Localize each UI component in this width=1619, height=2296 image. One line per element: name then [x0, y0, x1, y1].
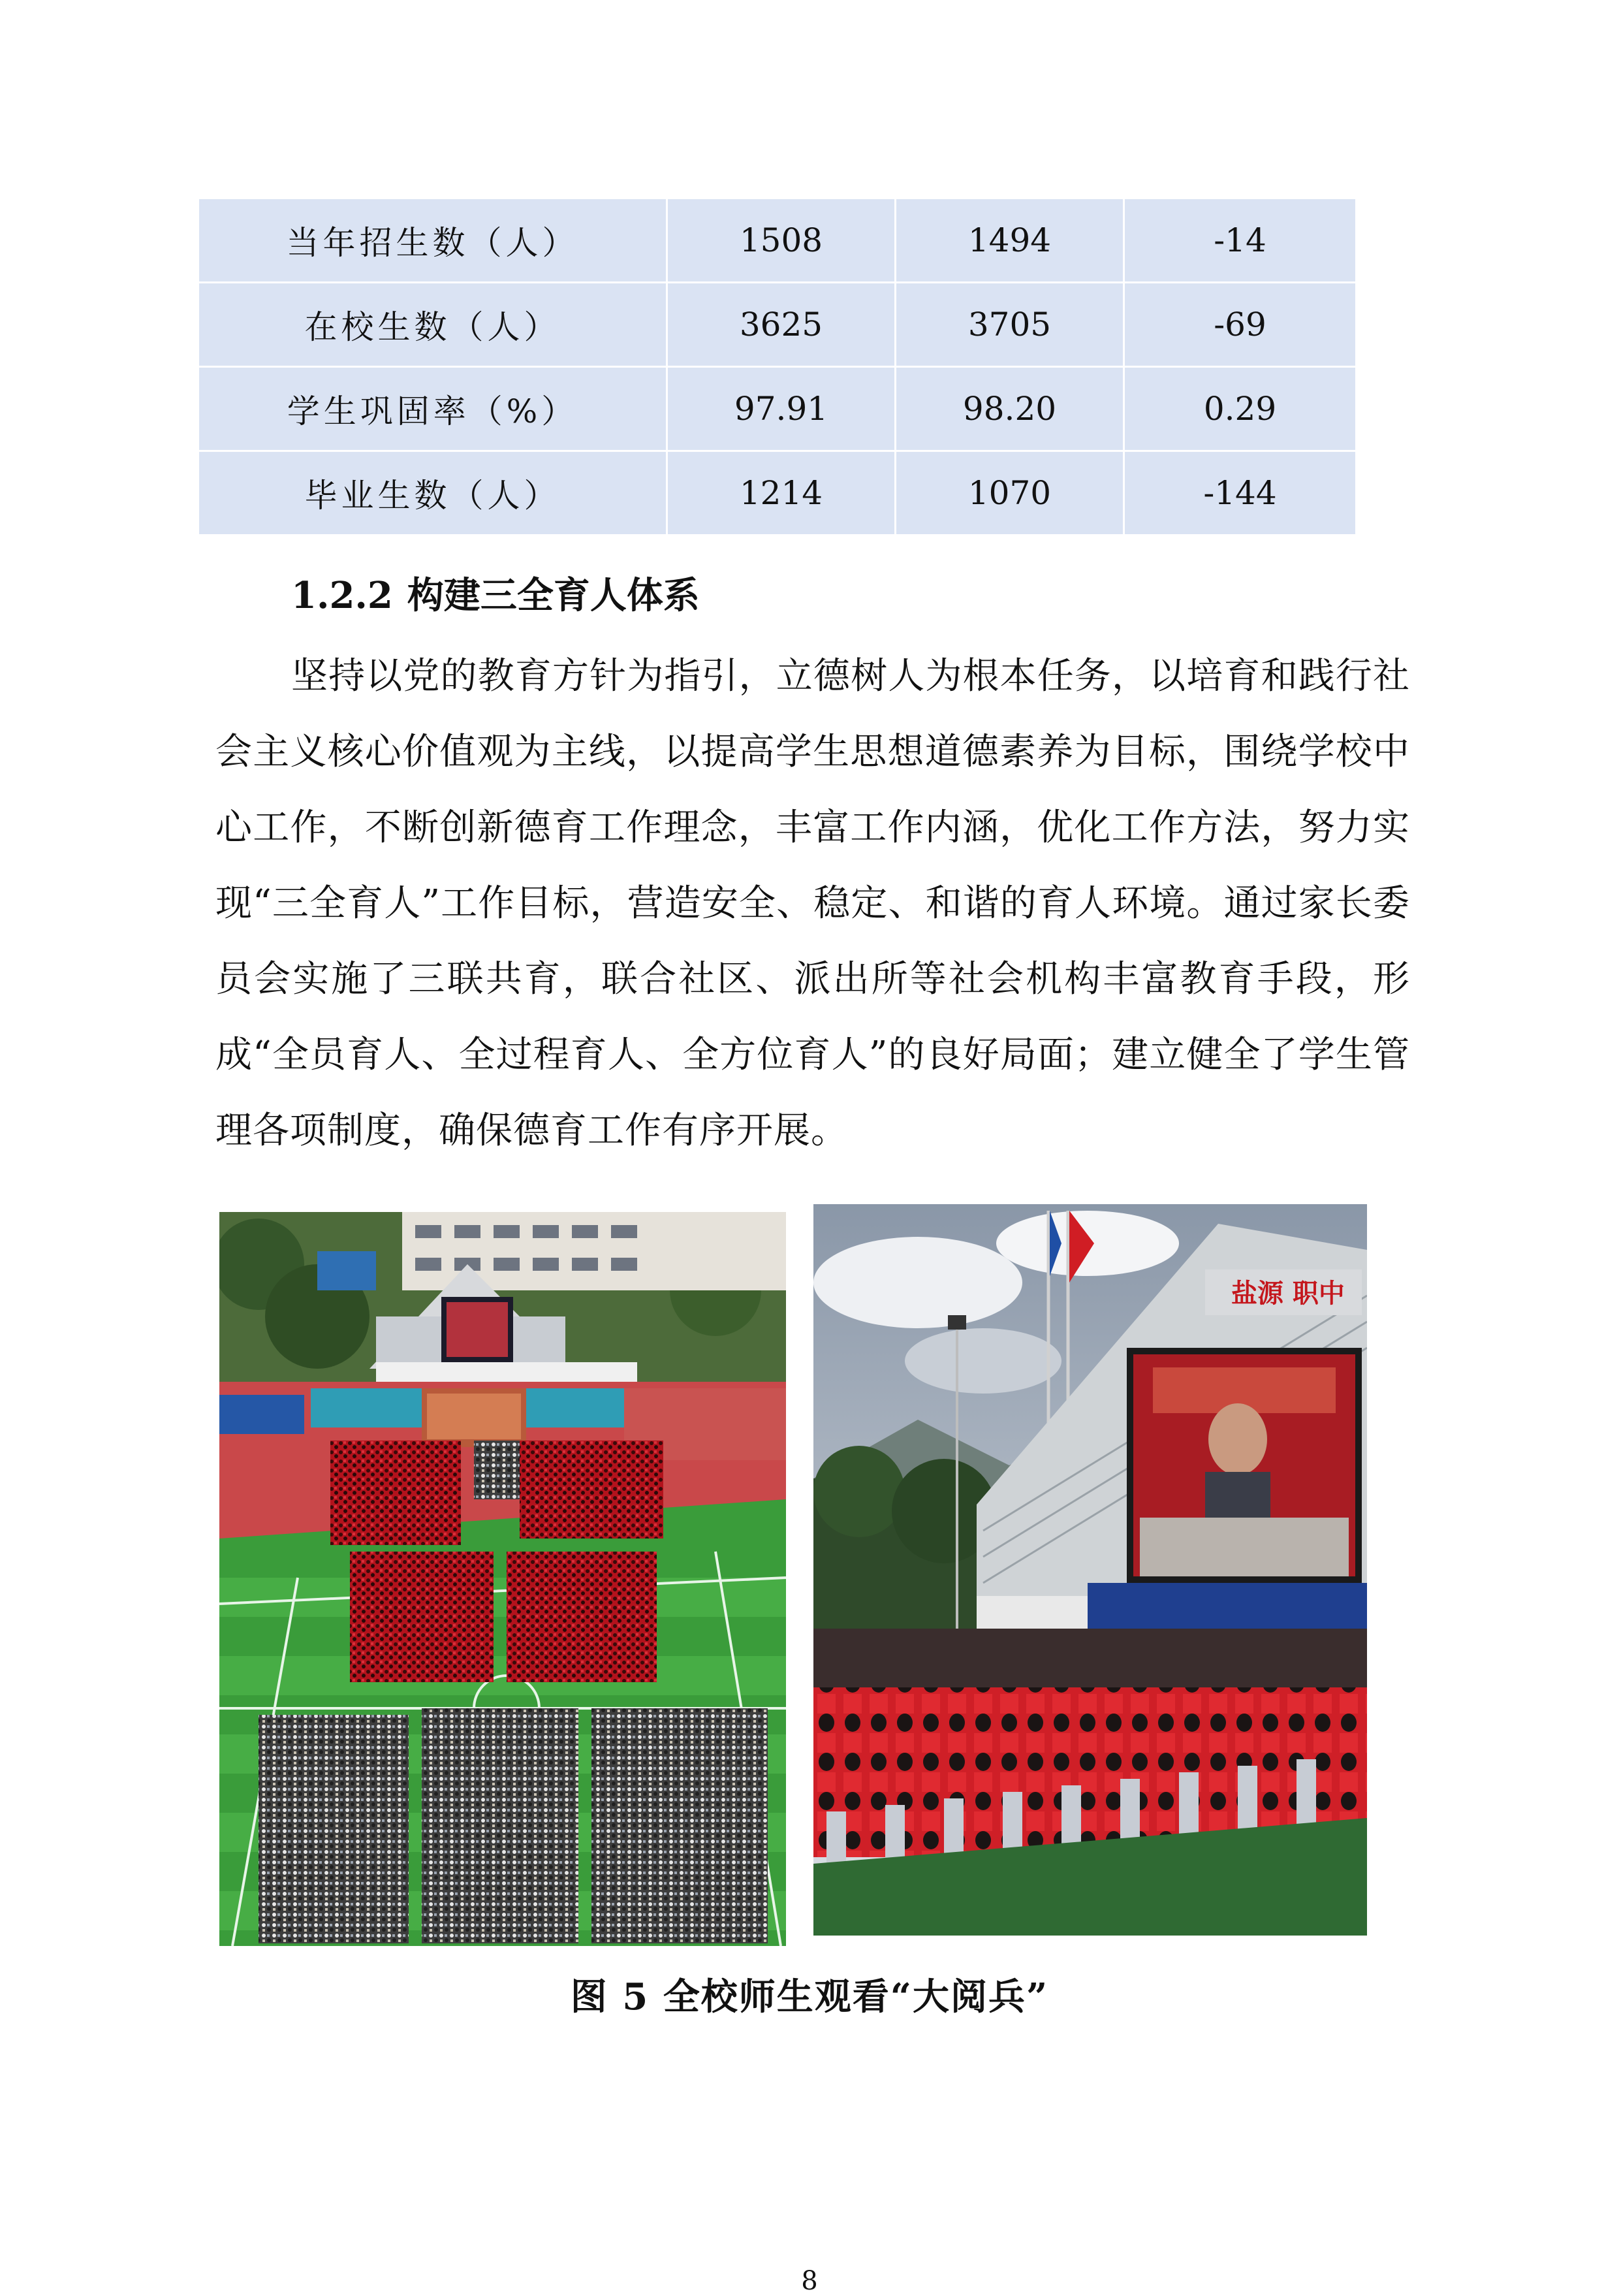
section-number: 1.2.2	[291, 574, 393, 617]
table-cell: 1508	[667, 199, 896, 283]
row-label: 毕业生数（人）	[198, 451, 667, 535]
enrollment-stats-table	[197, 197, 1357, 536]
table-cell: -69	[1124, 283, 1357, 367]
section-title: 构建三全育人体系	[407, 574, 700, 617]
table-row	[198, 199, 1357, 283]
row-label: 学生巩固率（%）	[198, 367, 667, 451]
table-cell: 1070	[896, 451, 1124, 535]
table-cell: -14	[1124, 199, 1357, 283]
row-label: 当年招生数（人）	[198, 199, 667, 283]
page-number: 8	[801, 2266, 818, 2296]
table-cell: 1214	[667, 451, 896, 535]
table-row	[198, 283, 1357, 367]
table-cell: 3705	[896, 283, 1124, 367]
row-label: 在校生数（人）	[198, 283, 667, 367]
assembly-aerial-photo	[219, 1212, 786, 1946]
stage-sign: 盐源 职中	[1231, 1279, 1345, 1309]
table-cell: 98.20	[896, 367, 1124, 451]
table-cell: 3625	[667, 283, 896, 367]
table-cell: 0.29	[1124, 367, 1357, 451]
table-cell: -144	[1124, 451, 1357, 535]
figure-caption: 图 5 全校师生观看“大阅兵”	[570, 1975, 1049, 2018]
table-row	[198, 367, 1357, 451]
body-paragraph: 坚持以党的教育方针为指引，立德树人为根本任务，以培育和践行社会主义核心价值观为主线，以提高学生思想道德素养为目标，围绕学校中心工作，不断创新德育工作理念，丰富工作内涵，优化工作方法，努力实现“三全育人”工作目标，营造安全、稳定、和谐的育人环境。通过家长委员会实施了三联共育，联合社区、派出所等社会机构丰富教育手段，形成“全员育人、全过程育人、全方位育人”的良好局面；建立健全了学生管理各项制度，确保德育工作有序开展。	[215, 655, 1410, 1152]
table-row	[198, 451, 1357, 535]
table-cell: 97.91	[667, 367, 896, 451]
table-cell: 1494	[896, 199, 1124, 283]
section-heading	[291, 567, 700, 619]
screen-viewing-photo	[813, 1204, 1367, 1936]
